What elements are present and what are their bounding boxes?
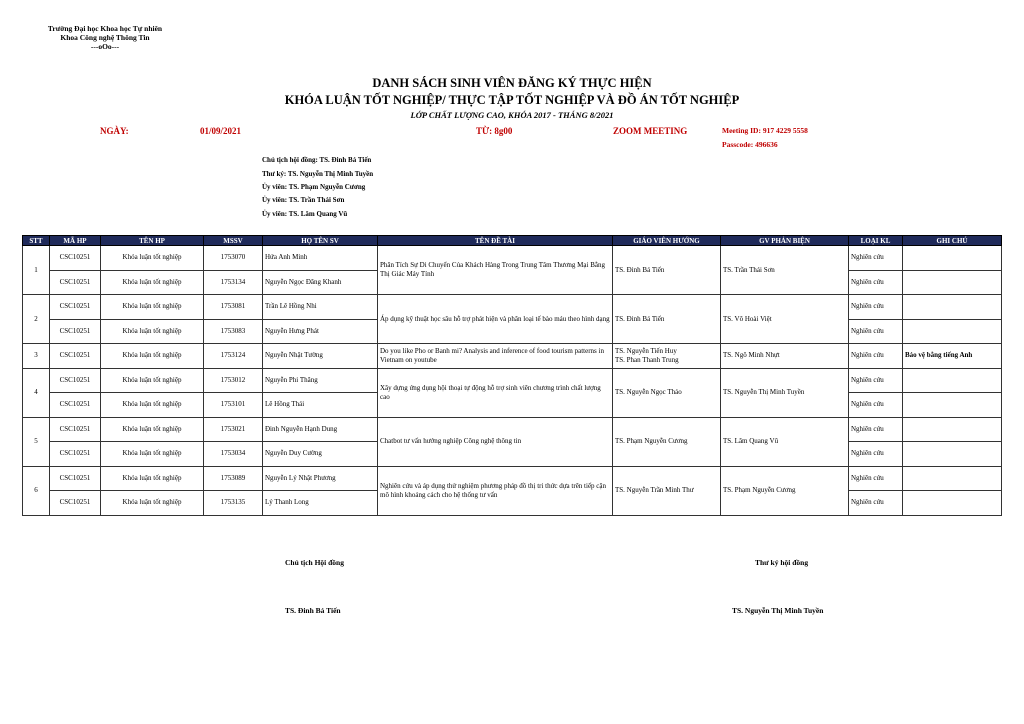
note-cell bbox=[903, 295, 1002, 320]
student-name-cell: Nguyễn Lý Nhật Phương bbox=[263, 466, 378, 491]
student-id-cell: 1753012 bbox=[204, 368, 263, 393]
note-cell bbox=[903, 270, 1002, 295]
topic-cell: Xây dựng ứng dụng hội thoại tự động hỗ trợ sinh viên chương trình chất lượng cao bbox=[378, 368, 613, 417]
student-id-cell: 1753021 bbox=[204, 417, 263, 442]
student-name-cell: Nguyễn Ngọc Đăng Khanh bbox=[263, 270, 378, 295]
table-row bbox=[23, 417, 1002, 442]
table-row bbox=[23, 295, 1002, 320]
student-name-cell: Đinh Nguyễn Hạnh Dung bbox=[263, 417, 378, 442]
table-header-row bbox=[23, 236, 1002, 246]
secretary-signature-role: Thư ký hội đồng bbox=[755, 558, 809, 567]
course-code-cell: CSC10251 bbox=[50, 344, 101, 369]
course-name-cell: Khóa luận tốt nghiệp bbox=[101, 344, 204, 369]
date-value: 01/09/2021 bbox=[200, 126, 242, 136]
committee-chair: Chủ tịch hội đồng: TS. Đinh Bá Tiến bbox=[262, 156, 372, 164]
advisor-cell: TS. Đinh Bá Tiến bbox=[613, 295, 721, 344]
committee-member-3: Ủy viên: TS. Lâm Quang Vũ bbox=[262, 210, 348, 218]
reviewer-cell: TS. Võ Hoài Việt bbox=[721, 295, 849, 344]
student-name-cell: Nguyễn Phi Thăng bbox=[263, 368, 378, 393]
student-id-cell: 1753134 bbox=[204, 270, 263, 295]
note-cell bbox=[903, 491, 1002, 516]
topic-cell: Do you like Pho or Banh mi? Analysis and inference of food tourism patterns in Vietnam on youtube bbox=[378, 344, 613, 369]
faculty-name: Khoa Công nghệ Thông Tin bbox=[60, 33, 150, 42]
stt-cell: 3 bbox=[23, 344, 50, 369]
table-row bbox=[23, 246, 1002, 271]
topic-cell: Chatbot tư vấn hướng nghiệp Công nghệ thông tin bbox=[378, 417, 613, 466]
student-table bbox=[22, 235, 1002, 516]
note-cell bbox=[903, 466, 1002, 491]
stt-cell: 5 bbox=[23, 417, 50, 466]
course-code-cell: CSC10251 bbox=[50, 319, 101, 344]
committee-secretary: Thư ký: TS. Nguyễn Thị Minh Tuyền bbox=[262, 170, 374, 178]
course-code-cell: CSC10251 bbox=[50, 466, 101, 491]
thesis-type-cell: Nghiên cứu bbox=[849, 344, 903, 369]
course-name-cell: Khóa luận tốt nghiệp bbox=[101, 393, 204, 418]
column-header: HỌ TÊN SV bbox=[263, 236, 378, 246]
thesis-type-cell: Nghiên cứu bbox=[849, 270, 903, 295]
committee-member-1: Ủy viên: TS. Phạm Nguyễn Cương bbox=[262, 183, 366, 191]
chair-signature-name: TS. Đinh Bá Tiến bbox=[285, 606, 341, 615]
table-body bbox=[23, 246, 1002, 516]
column-header: MÃ HP bbox=[50, 236, 101, 246]
thesis-type-cell: Nghiên cứu bbox=[849, 295, 903, 320]
meeting-id: Meeting ID: 917 4229 5558 bbox=[722, 126, 808, 135]
column-header: STT bbox=[23, 236, 50, 246]
column-header: TÊN ĐỀ TÀI bbox=[378, 236, 613, 246]
reviewer-cell: TS. Nguyễn Thị Minh Tuyền bbox=[721, 368, 849, 417]
note-cell: Bảo vệ bằng tiếng Anh bbox=[903, 344, 1002, 369]
advisor-cell: TS. Nguyễn Tiến Huy TS. Phan Thanh Trung bbox=[613, 344, 721, 369]
student-name-cell: Hứa Anh Minh bbox=[263, 246, 378, 271]
course-name-cell: Khóa luận tốt nghiệp bbox=[101, 319, 204, 344]
passcode: Passcode: 496636 bbox=[722, 140, 778, 149]
student-name-cell: Nguyễn Nhật Tường bbox=[263, 344, 378, 369]
reviewer-cell: TS. Trần Thái Sơn bbox=[721, 246, 849, 295]
date-label: NGÀY: bbox=[100, 126, 129, 136]
student-name-cell: Nguyễn Hưng Phát bbox=[263, 319, 378, 344]
table-row bbox=[23, 466, 1002, 491]
secretary-signature-name: TS. Nguyễn Thị Minh Tuyền bbox=[732, 606, 824, 615]
thesis-type-cell: Nghiên cứu bbox=[849, 442, 903, 467]
course-name-cell: Khóa luận tốt nghiệp bbox=[101, 466, 204, 491]
table-row bbox=[23, 344, 1002, 369]
course-name-cell: Khóa luận tốt nghiệp bbox=[101, 295, 204, 320]
course-name-cell: Khóa luận tốt nghiệp bbox=[101, 270, 204, 295]
student-id-cell: 1753089 bbox=[204, 466, 263, 491]
reviewer-cell: TS. Lâm Quang Vũ bbox=[721, 417, 849, 466]
note-cell bbox=[903, 319, 1002, 344]
course-code-cell: CSC10251 bbox=[50, 270, 101, 295]
course-code-cell: CSC10251 bbox=[50, 246, 101, 271]
stt-cell: 6 bbox=[23, 466, 50, 515]
advisor-cell: TS. Phạm Nguyễn Cương bbox=[613, 417, 721, 466]
topic-cell: Phân Tích Sự Di Chuyển Của Khách Hàng Trong Trung Tâm Thương Mại Bằng Thị Giác Máy Tính bbox=[378, 246, 613, 295]
student-id-cell: 1753101 bbox=[204, 393, 263, 418]
student-name-cell: Trần Lê Hồng Nhi bbox=[263, 295, 378, 320]
title-line-2: KHÓA LUẬN TỐT NGHIỆP/ THỰC TẬP TỐT NGHIỆP VÀ ĐỒ ÁN TỐT NGHIỆP bbox=[284, 93, 740, 107]
thesis-type-cell: Nghiên cứu bbox=[849, 491, 903, 516]
column-header: GIÁO VIÊN HƯỚNG bbox=[613, 236, 721, 246]
table-row bbox=[23, 368, 1002, 393]
stt-cell: 4 bbox=[23, 368, 50, 417]
note-cell bbox=[903, 368, 1002, 393]
student-name-cell: Nguyễn Duy Cường bbox=[263, 442, 378, 467]
advisor-cell: TS. Nguyễn Trần Minh Thư bbox=[613, 466, 721, 515]
committee-member-2: Ủy viên: TS. Trần Thái Sơn bbox=[262, 196, 345, 204]
course-name-cell: Khóa luận tốt nghiệp bbox=[101, 246, 204, 271]
student-id-cell: 1753070 bbox=[204, 246, 263, 271]
column-header: GHI CHÚ bbox=[903, 236, 1002, 246]
note-cell bbox=[903, 246, 1002, 271]
course-name-cell: Khóa luận tốt nghiệp bbox=[101, 368, 204, 393]
institution-header bbox=[40, 24, 170, 51]
column-header: LOẠI KL bbox=[849, 236, 903, 246]
student-id-cell: 1753081 bbox=[204, 295, 263, 320]
topic-cell: Áp dụng kỹ thuật học sâu hỗ trợ phát hiện và phân loại tế bào máu theo hình dạng bbox=[378, 295, 613, 344]
note-cell bbox=[903, 393, 1002, 418]
student-id-cell: 1753034 bbox=[204, 442, 263, 467]
reviewer-cell: TS. Ngô Minh Nhựt bbox=[721, 344, 849, 369]
title-line-3: LỚP CHẤT LƯỢNG CAO, KHÓA 2017 - THÁNG 8/2021 bbox=[410, 110, 614, 120]
thesis-type-cell: Nghiên cứu bbox=[849, 246, 903, 271]
chair-signature-role: Chủ tịch Hội đồng bbox=[285, 558, 344, 567]
student-id-cell: 1753135 bbox=[204, 491, 263, 516]
column-header: MSSV bbox=[204, 236, 263, 246]
course-code-cell: CSC10251 bbox=[50, 417, 101, 442]
column-header: TÊN HP bbox=[101, 236, 204, 246]
course-name-cell: Khóa luận tốt nghiệp bbox=[101, 491, 204, 516]
column-header: GV PHẢN BIỆN bbox=[721, 236, 849, 246]
course-code-cell: CSC10251 bbox=[50, 491, 101, 516]
note-cell bbox=[903, 442, 1002, 467]
course-code-cell: CSC10251 bbox=[50, 368, 101, 393]
university-name: Trường Đại học Khoa học Tự nhiên bbox=[47, 24, 163, 33]
thesis-type-cell: Nghiên cứu bbox=[849, 393, 903, 418]
stt-cell: 1 bbox=[23, 246, 50, 295]
reviewer-cell: TS. Phạm Nguyễn Cương bbox=[721, 466, 849, 515]
topic-cell: Nghiên cứu và áp dụng thử nghiệm phương pháp đồ thị tri thức dựa trên tiếp cận mô hình khoảng cách cho hệ thống tư vấn bbox=[378, 466, 613, 515]
time-value: TỪ: 8g00 bbox=[476, 126, 513, 136]
course-name-cell: Khóa luận tốt nghiệp bbox=[101, 417, 204, 442]
title-line-1: DANH SÁCH SINH VIÊN ĐĂNG KÝ THỰC HIỆN bbox=[372, 76, 652, 90]
thesis-type-cell: Nghiên cứu bbox=[849, 368, 903, 393]
student-name-cell: Lê Hồng Thái bbox=[263, 393, 378, 418]
thesis-type-cell: Nghiên cứu bbox=[849, 319, 903, 344]
student-name-cell: Lý Thanh Long bbox=[263, 491, 378, 516]
course-code-cell: CSC10251 bbox=[50, 295, 101, 320]
course-code-cell: CSC10251 bbox=[50, 393, 101, 418]
advisor-cell: TS. Nguyễn Ngọc Thảo bbox=[613, 368, 721, 417]
student-id-cell: 1753083 bbox=[204, 319, 263, 344]
stt-cell: 2 bbox=[23, 295, 50, 344]
note-cell bbox=[903, 417, 1002, 442]
thesis-type-cell: Nghiên cứu bbox=[849, 466, 903, 491]
advisor-cell: TS. Đinh Bá Tiến bbox=[613, 246, 721, 295]
course-code-cell: CSC10251 bbox=[50, 442, 101, 467]
platform-label: ZOOM MEETING bbox=[613, 126, 688, 136]
student-id-cell: 1753124 bbox=[204, 344, 263, 369]
ornament: ---oOo--- bbox=[90, 42, 120, 51]
thesis-type-cell: Nghiên cứu bbox=[849, 417, 903, 442]
course-name-cell: Khóa luận tốt nghiệp bbox=[101, 442, 204, 467]
